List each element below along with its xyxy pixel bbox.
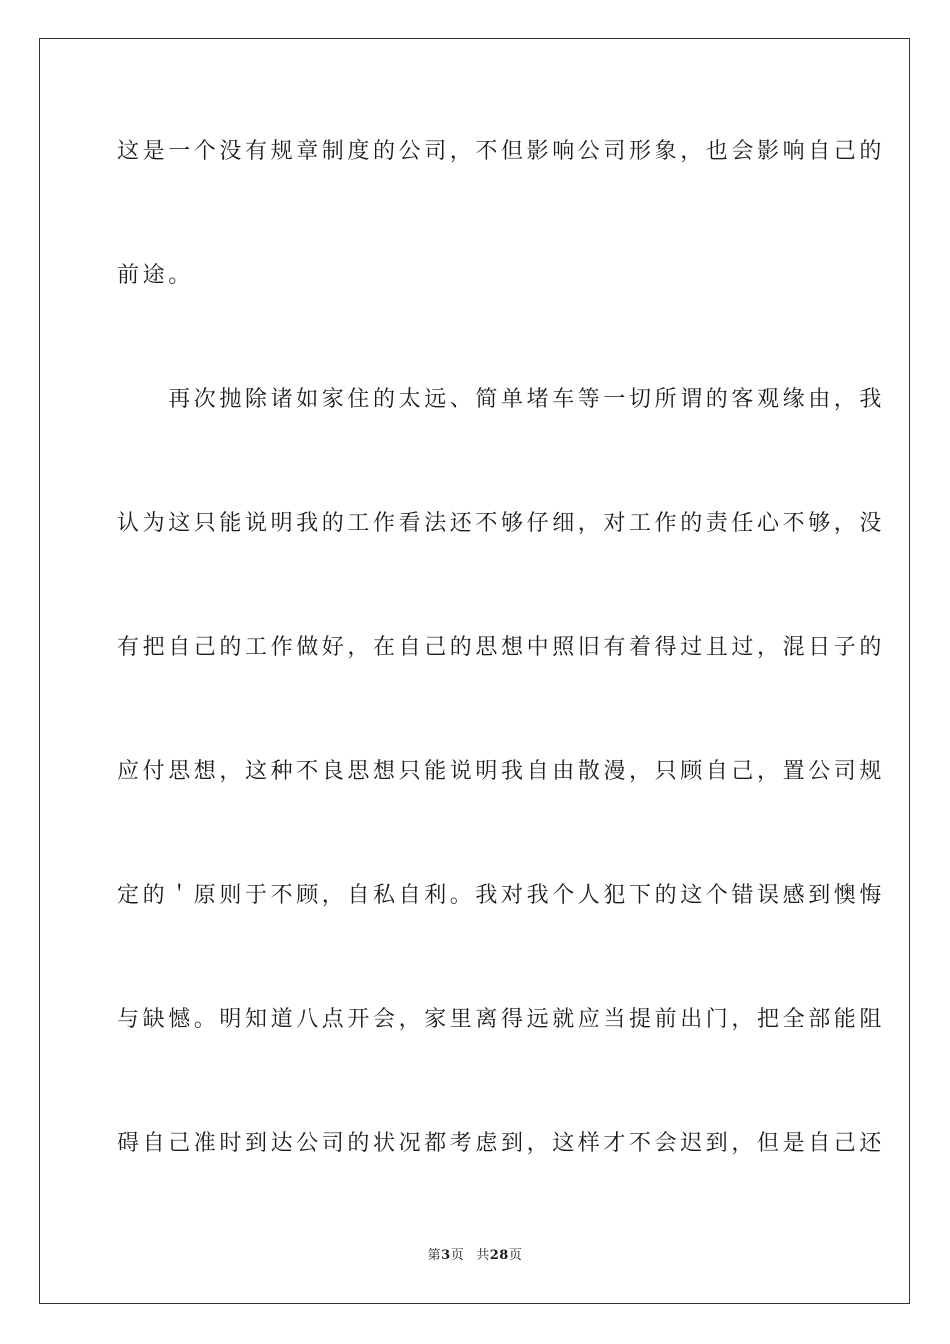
footer-total-prefix: 共 xyxy=(476,1248,490,1263)
footer-total-pages: 28 xyxy=(489,1248,509,1263)
body-text-line-8: 与缺憾。明知道八点开会，家里离得远就应当提前出门，把全部能阻 xyxy=(117,1007,886,1032)
footer-page-prefix: 第 xyxy=(427,1248,442,1263)
body-text-line-2: 前途。 xyxy=(117,263,194,288)
page-footer xyxy=(0,1247,950,1265)
footer-page-suffix: 页 xyxy=(450,1248,465,1263)
page-border xyxy=(39,38,910,1304)
footer-total-suffix: 页 xyxy=(508,1248,523,1263)
footer-page-number: 3 xyxy=(441,1248,451,1263)
body-text-line-3: 再次抛除诸如家住的太远、简单堵车等一切所谓的客观缘由，我 xyxy=(117,387,886,412)
body-text-line-5: 有把自己的工作做好，在自己的思想中照旧有着得过且过，混日子的 xyxy=(117,635,886,660)
body-text-line-1: 这是一个没有规章制度的公司，不但影响公司形象，也会影响自己的 xyxy=(117,139,886,164)
body-text-line-4: 认为这只能说明我的工作看法还不够仔细，对工作的责任心不够，没 xyxy=(117,511,886,536)
body-text-line-9: 碍自己准时到达公司的状况都考虑到，这样才不会迟到，但是自己还 xyxy=(117,1131,886,1156)
body-text-line-6: 应付思想，这种不良思想只能说明我自由散漫，只顾自己，置公司规 xyxy=(117,759,886,784)
body-text-line-7: 定的＇原则于不顾，自私自利。我对我个人犯下的这个错误感到懊悔 xyxy=(117,883,886,908)
